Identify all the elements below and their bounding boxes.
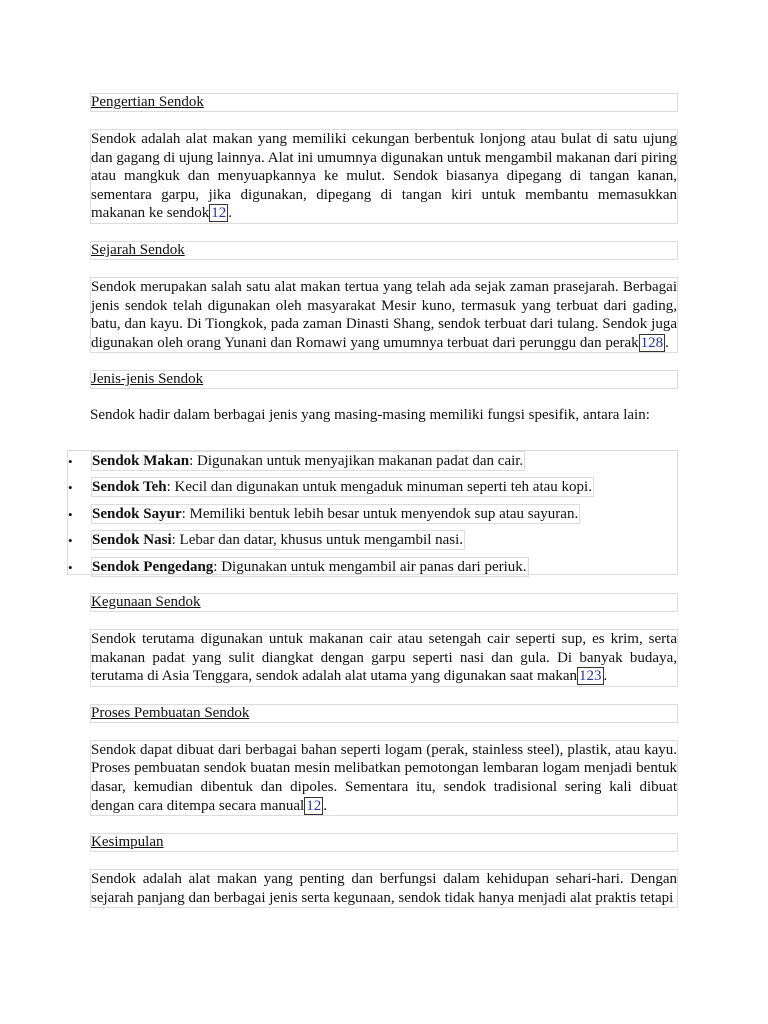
paragraph-text: Sendok merupakan salah satu alat makan tertua yang telah ada sejak zaman prasejarah. Berbagai jenis sendok telah digunakan oleh masyarakat Mesir kuno, termasuk yang terbuat dari gading, batu, dan kayu. Di Tiongkok, pada zaman Dinasti Shang, sendok terbuat dari tulang. Sendok juga digunakan oleh orang Yunani dan Romawi yang umumnya terbuat dari perunggu dan perak	[91, 278, 677, 351]
bullet-icon: •	[68, 480, 73, 496]
list-item	[68, 557, 677, 583]
section-heading-jenis: Jenis-jenis Sendok	[90, 370, 678, 389]
document-body	[90, 93, 678, 424]
type-desc: : Digunakan untuk mengambil air panas dari periuk.	[213, 558, 527, 575]
paragraph-text: Sendok dapat dibuat dari berbagai bahan seperti logam (perak, stainless steel), plastik, atau kayu. Proses pembuatan sendok buatan mesin melibatkan pemotongan lembaran logam menjadi bentuk dasar, kemudian dibentuk dan dipoles. Sementara itu, sendok tradisional sering kali dibuat dengan cara ditempa secara manual	[91, 741, 677, 814]
paragraph-text: Sendok adalah alat makan yang penting dan berfungsi dalam kehidupan sehari-hari. Dengan sejarah panjang dan berbagai jenis serta kegunaan, sendok tidak hanya menjadi alat praktis tetapi	[91, 871, 677, 906]
spoon-types-list	[67, 450, 678, 575]
type-desc: : Digunakan untuk menyajikan makanan padat dan cair.	[189, 453, 524, 469]
type-name: Sendok Pengedang	[92, 558, 214, 575]
list-item	[68, 530, 677, 556]
type-name: Sendok Teh	[92, 479, 167, 496]
citation-link[interactable]: 12	[211, 205, 227, 222]
paragraph-text: Sendok adalah alat makan yang memiliki cekungan berbentuk lonjong atau bulat di satu ujung dan gagang di ujung lainnya. Alat ini umumnya digunakan untuk mengambil makanan dari piring atau mangkuk dan menyuapkannya ke mulut. Sendok biasanya dipegang di tangan kanan, sementara garpu, jika digunakan, dipegang di tangan kiri untuk membantu memasukkan makanan ke sendok	[91, 131, 677, 222]
citation-link[interactable]: 128	[640, 334, 664, 351]
document-body-continued	[90, 593, 678, 908]
period: .	[323, 797, 327, 814]
paragraph-text: Sendok terutama digunakan untuk makanan cair atau setengah cair seperti sup, es krim, serta makanan padat yang sulit diangkat dengan garpu seperti nasi dan gula. Di banyak budaya, terutama di Asia Tenggara, sendok adalah alat utama yang digunakan saat makan	[91, 631, 677, 685]
period: .	[603, 668, 608, 685]
list-item	[68, 477, 677, 503]
section-intro-jenis: Sendok hadir dalam berbagai jenis yang masing-masing memiliki fungsi spesifik, antara lain:	[90, 407, 650, 424]
section-paragraph-proses	[90, 740, 678, 816]
citation-link[interactable]: 123	[579, 668, 602, 685]
list-item	[68, 451, 677, 477]
type-desc: : Lebar dan datar, khusus untuk mengambil nasi.	[171, 532, 464, 549]
period: .	[228, 205, 233, 222]
section-heading-sejarah: Sejarah Sendok	[90, 241, 678, 260]
type-name: Sendok Sayur	[92, 505, 182, 522]
period: .	[665, 334, 669, 351]
section-paragraph-kesimpulan	[90, 869, 678, 908]
citation-link[interactable]: 12	[306, 797, 322, 814]
list-item	[68, 504, 677, 530]
bullet-icon: •	[68, 454, 73, 469]
section-heading-kegunaan: Kegunaan Sendok	[90, 593, 678, 612]
bullet-icon: •	[68, 506, 73, 522]
section-heading-proses: Proses Pembuatan Sendok	[90, 704, 678, 723]
type-name: Sendok Makan	[92, 453, 190, 469]
section-heading-pengertian: Pengertian Sendok	[90, 93, 678, 112]
section-paragraph-pengertian	[90, 129, 678, 224]
type-desc: : Kecil dan digunakan untuk mengaduk minuman seperti teh atau kopi.	[166, 479, 592, 496]
section-paragraph-kegunaan	[90, 629, 678, 687]
type-name: Sendok Nasi	[92, 532, 172, 549]
section-heading-kesimpulan: Kesimpulan	[90, 833, 678, 852]
type-desc: : Memiliki bentuk lebih besar untuk menyendok sup atau sayuran.	[181, 505, 579, 522]
bullet-icon: •	[68, 559, 73, 575]
bullet-icon: •	[68, 533, 73, 549]
section-paragraph-sejarah	[90, 277, 678, 353]
